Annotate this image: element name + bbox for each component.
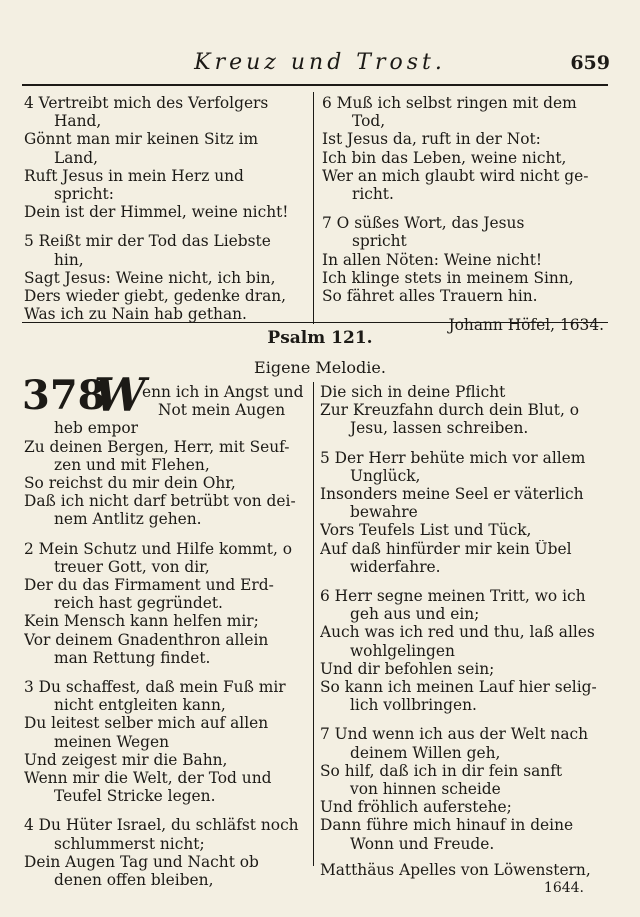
header-rule [22,84,608,86]
verse-line: Gönnt man mir keinen Sitz im [24,130,259,149]
verse-line: Tod, [352,112,386,131]
first-line-b: Not mein Augen [158,401,286,420]
verse-line: von hinnen scheide [350,780,501,799]
verse-line: 7 O süßes Wort, das Jesus [322,214,525,233]
bottom-left-column [24,383,307,900]
bottom-right-stanza [320,725,604,852]
bottom-left-stanza [24,816,307,889]
top-right-stanza [322,94,604,203]
top-right-stanza [322,214,604,305]
psalm-heading: Psalm 121. [267,328,373,348]
verse-line: Auf daß hinfürder mir kein Übel [320,539,572,558]
verse-line: treuer Gott, von dir, [54,557,210,576]
section-rule [22,322,608,323]
verse-line: Teufel Stricke legen. [54,787,216,806]
top-left-stanza [24,94,307,221]
verse-line: 6 Herr segne meinen Tritt, wo ich [320,587,586,606]
verse-line: hin, [54,250,84,269]
verse-line: nicht entgleiten kann, [54,696,226,715]
verse-line: nem Antlitz gehen. [54,510,202,529]
verse-line: Dann führe mich hinauf in deine [320,816,574,835]
verse-line: Und dir befohlen sein; [320,659,495,678]
verse-line: 2 Mein Schutz und Hilfe kommt, o [24,539,292,558]
verse-line: Vors Teufels List und Tück, [320,521,532,540]
column-divider-bottom [313,382,314,866]
column-divider-top [313,92,314,324]
verse-line: Wonn und Freude. [350,834,495,853]
verse-line: 4 Du Hüter Israel, du schläfst noch [24,816,299,835]
melody-label: Eigene Melodie. [254,358,386,377]
verse-line: zen und mit Flehen, [54,455,210,474]
verse-line: Jesu, lassen schreiben. [350,419,529,438]
verse-line: 3 Du schaffest, daß mein Fuß mir [24,678,286,697]
verse-line: Hand, [54,112,102,131]
top-hymn-author: Johann Höfel, 1634. [448,316,604,335]
top-left-column [24,94,307,334]
verse-line: meinen Wegen [54,732,169,751]
top-left-stanza [24,232,307,323]
first-line-a: enn ich in Angst und [142,383,304,401]
verse-line: wohlgelingen [350,641,455,660]
verse-line: Die sich in deine Pflicht [320,383,506,401]
verse-line: Kein Mensch kann helfen mir; [24,612,259,631]
verse-line: 5 Reißt mir der Tod das Liebste [24,232,271,251]
verse-line: geh aus und ein; [350,605,480,624]
bottom-right-stanza [320,449,604,576]
verse-line: bewahre [350,503,418,522]
verse-line: So reichst du mir dein Ohr, [24,474,236,493]
verse-line: Wenn mir die Welt, der Tod und [24,769,272,788]
bottom-left-stanza [24,678,307,805]
verse-line: Dein ist der Himmel, weine nicht! [24,203,289,222]
verse-line: 5 Der Herr behüte mich vor allem [320,448,586,467]
verse-line: Und zeigest mir die Bahn, [24,750,228,769]
verse-line: Zu deinen Bergen, Herr, mit Seuf- [24,437,290,456]
verse-line: Vor deinem Gnadenthron allein [24,630,269,649]
verse-line: 4 Vertreibt mich des Verfolgers [24,94,269,112]
top-right-column [322,94,604,334]
verse-line: schlummerst nicht; [54,834,205,853]
page-number: 659 [570,52,610,74]
hymn-number: 378 [22,372,106,419]
verse-line: Ruft Jesus in mein Herz und [24,166,244,185]
verse-line: In allen Nöten: Weine nicht! [322,250,543,269]
verse-line: Du leitest selber mich auf allen [24,714,269,733]
verse-line: Ich bin das Leben, weine nicht, [322,148,567,167]
verse-line: Dein Augen Tag und Nacht ob [24,852,259,871]
stanza-1 [24,419,307,528]
verse-line: 6 Muß ich selbst ringen mit dem [322,94,577,112]
verse-line: Der du das Firmament und Erd- [24,576,274,595]
verse-line: deinem Willen geh, [350,743,501,762]
verse-line: So fähret alles Trauern hin. [322,287,538,306]
bottom-right-column [320,383,604,897]
verse-line: Und fröhlich auferstehe; [320,798,512,817]
bottom-left-stanza [24,540,307,667]
bottom-right-stanza [320,383,604,438]
verse-line: Insonders meine Seel er väterlich [320,485,584,504]
verse-line: So kann ich meinen Lauf hier selig- [320,678,597,697]
verse-line: Land, [54,148,99,167]
verse-line: Ich klinge stets in meinem Sinn, [322,268,574,287]
verse-line: reich hast gegründet. [54,594,223,613]
verse-line: spricht: [54,185,114,204]
verse-line: Was ich zu Nain hab gethan. [24,305,247,324]
verse-line: Auch was ich red und thu, laß alles [320,623,595,642]
verse-line: Ist Jesus da, ruft in der Not: [322,130,541,149]
page-header [0,50,640,80]
verse-line: spricht [352,232,407,251]
verse-line: richt. [352,185,394,204]
verse-line: Sagt Jesus: Weine nicht, ich bin, [24,268,276,287]
verse-line: denen offen bleiben, [54,871,214,890]
verse-line: So hilf, daß ich in dir fein sanft [320,761,563,780]
verse-line: Unglück, [350,466,421,485]
verse-line: heb empor [54,419,138,438]
drop-cap-letter: W [94,368,146,422]
verse-line: widerfahre. [350,557,441,576]
verse-line: Wer an mich glaubt wird nicht ge- [322,166,589,185]
verse-line: Ders wieder giebt, gedenke dran, [24,287,287,306]
verse-line: Daß ich nicht darf betrübt von dei- [24,492,296,511]
verse-line: Zur Kreuzfahn durch dein Blut, o [320,401,580,420]
verse-line: 7 Und wenn ich aus der Welt nach [320,725,589,744]
verse-line: lich vollbringen. [350,696,477,715]
verse-line: man Rettung findet. [54,648,211,667]
bottom-hymn-author: Matthäus Apelles von Löwenstern, [320,860,591,879]
bottom-right-stanza [320,587,604,714]
running-title: Kreuz und Trost. [194,50,446,75]
bottom-hymn-year: 1644. [543,880,584,897]
